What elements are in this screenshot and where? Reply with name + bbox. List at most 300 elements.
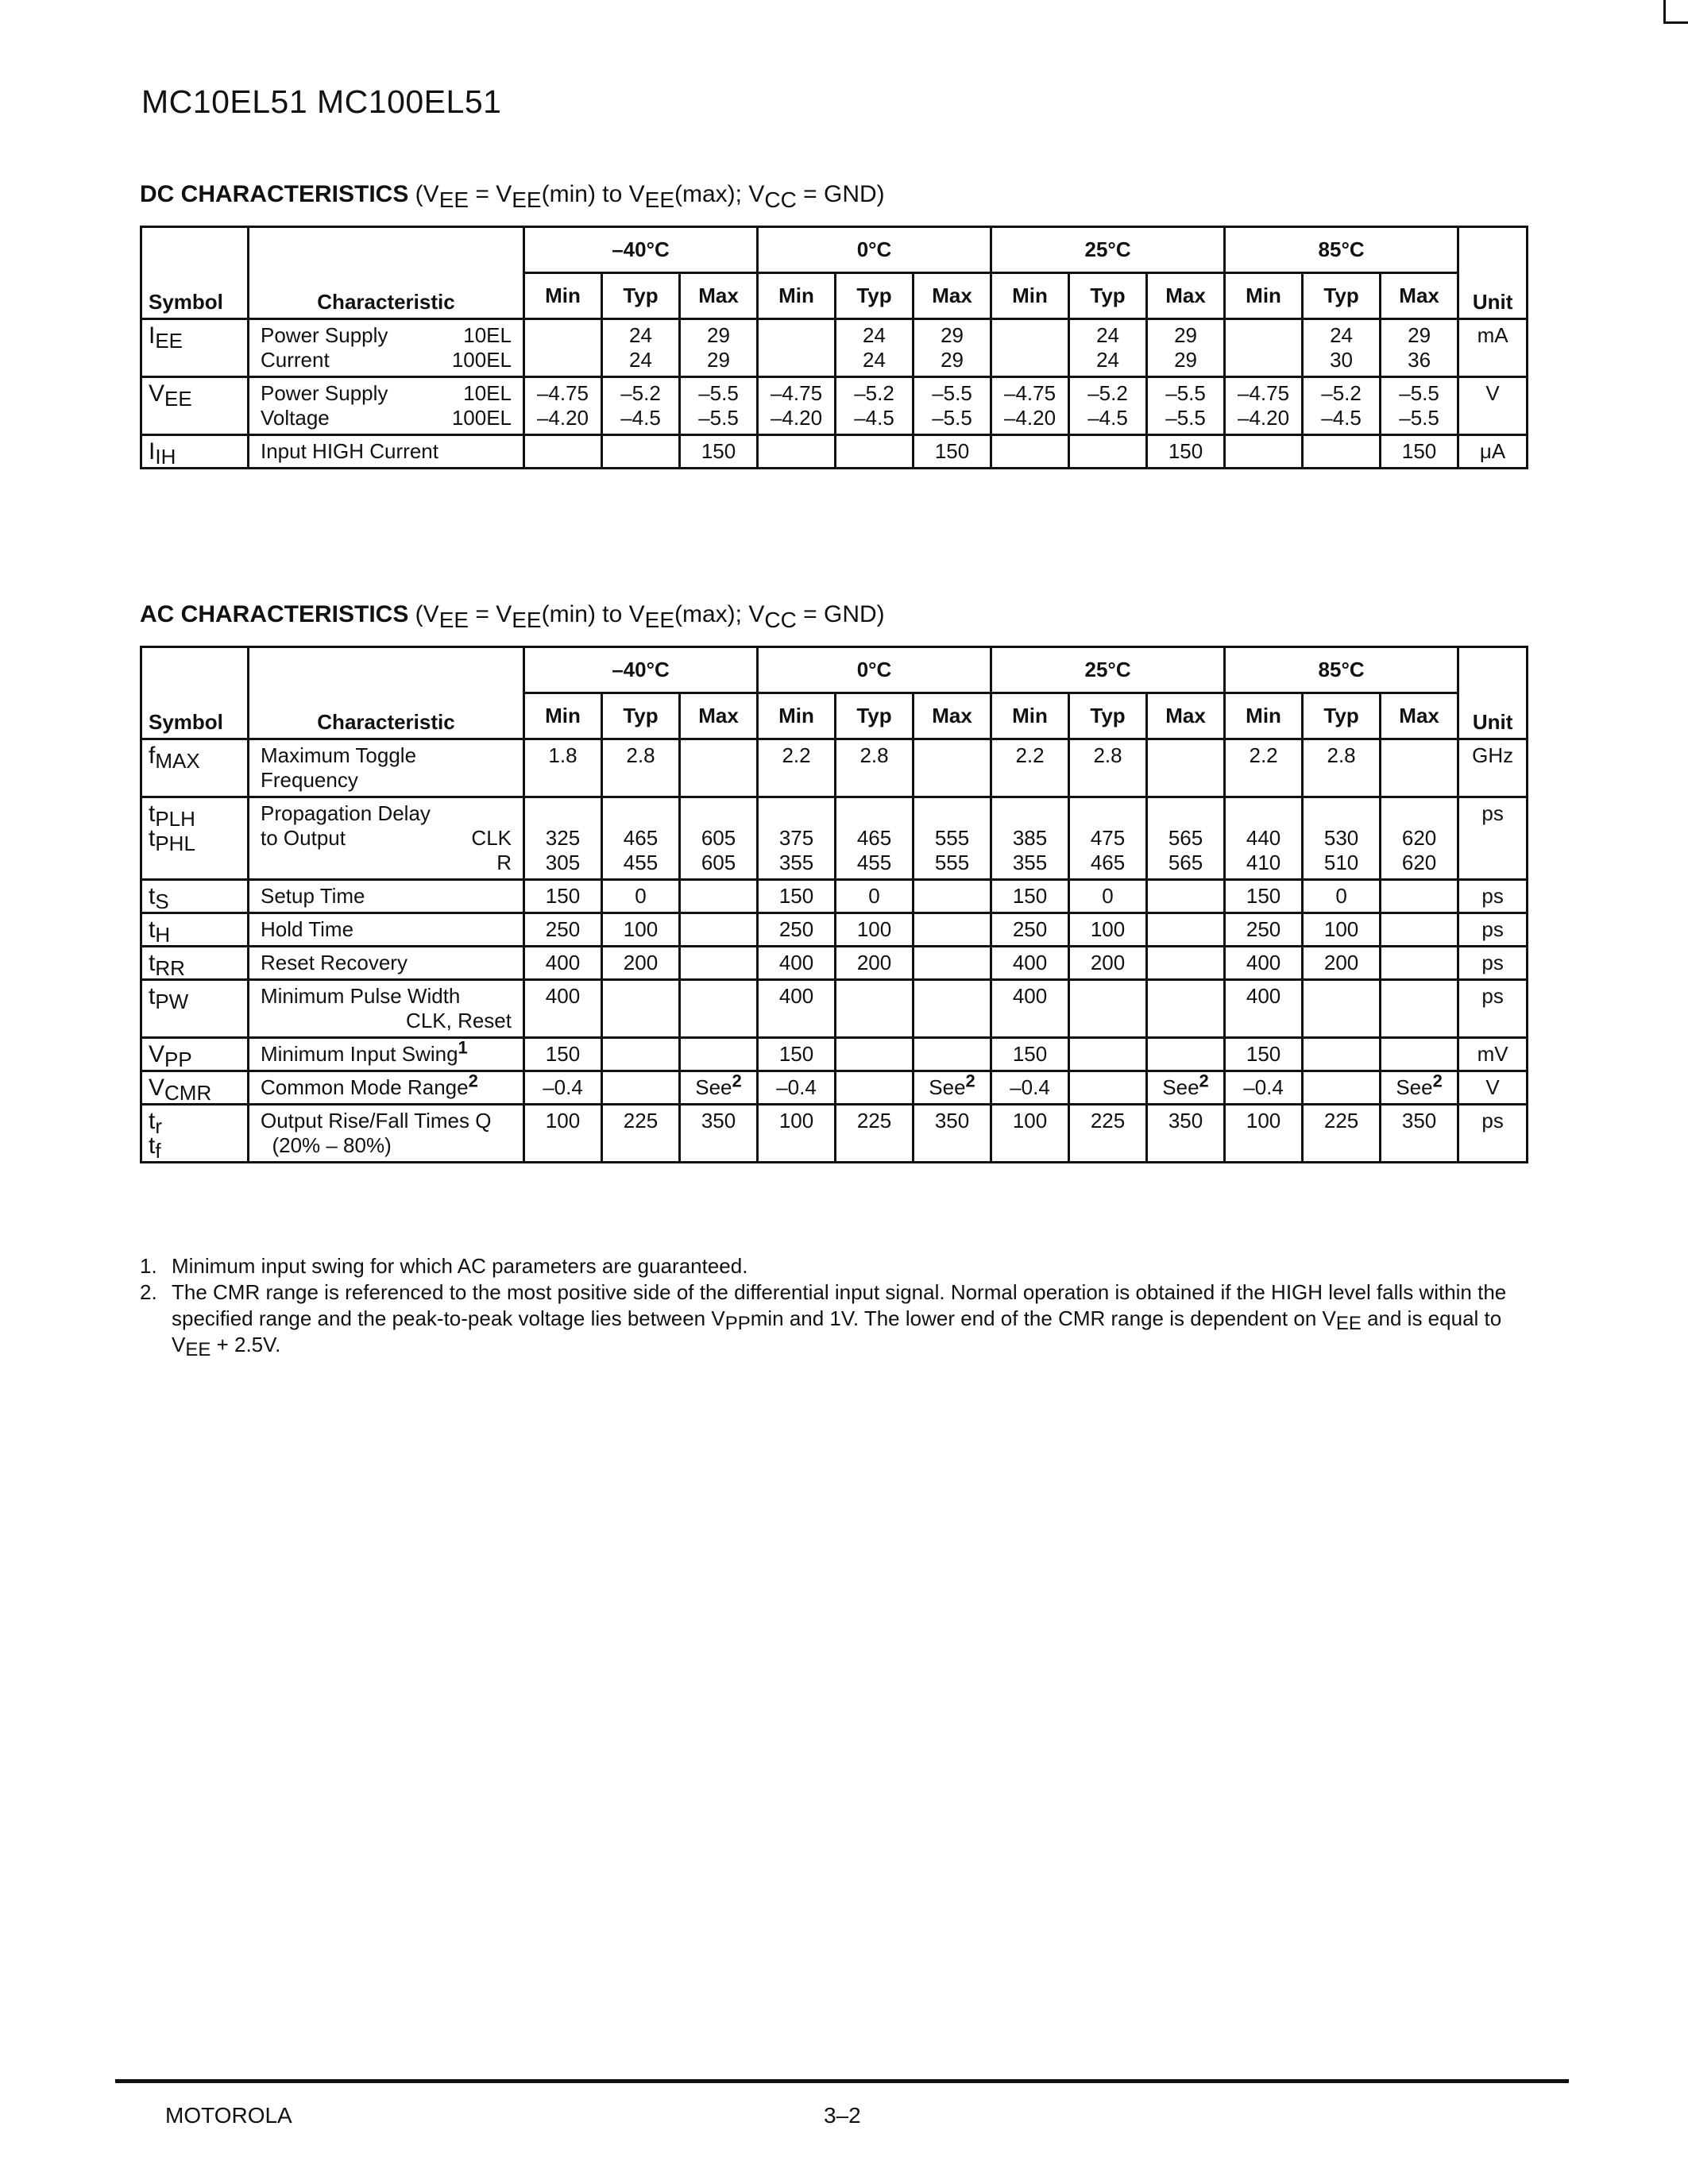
- value-cell: [602, 319, 680, 377]
- characteristic-cell: [249, 739, 524, 797]
- value-blank-line: [1076, 801, 1139, 826]
- characteristic-text: Hold Time: [261, 917, 354, 941]
- characteristic-line: [261, 348, 512, 372]
- characteristic-variant: CLK: [471, 826, 512, 850]
- value-cell: [602, 1071, 680, 1105]
- value-cell: [1381, 377, 1458, 435]
- symbol-subscript: CMR: [164, 1081, 212, 1105]
- value-cell: [680, 913, 758, 947]
- value-text: 2.8: [1327, 743, 1356, 767]
- value-text: 0: [1335, 884, 1347, 908]
- value-cell: [758, 797, 836, 880]
- dc-cond-text: (max); V: [674, 181, 765, 207]
- value-text: 2.2: [1249, 743, 1278, 767]
- dc-cond-sub: EE: [644, 187, 674, 212]
- value-cell: [680, 880, 758, 913]
- characteristic-text: Reset Recovery: [261, 951, 408, 974]
- value-text: 1.8: [548, 743, 577, 767]
- footnote-segment: The CMR range is referenced to the most positive side of the differential input signal. Normal operation is obtained if the HIGH level falls within the specified range and the peak-to-peak voltage lies between V: [172, 1280, 1507, 1330]
- characteristic-text: Input HIGH Current: [261, 439, 438, 463]
- value-text: 400: [1012, 984, 1048, 1008]
- value-text: –0.4: [1010, 1075, 1050, 1099]
- characteristic-line: [261, 439, 512, 464]
- header-spacer-characteristic: [249, 227, 524, 273]
- value-line: 29: [1174, 348, 1197, 372]
- value-cell: [602, 377, 680, 435]
- value-line: 510: [1323, 851, 1359, 874]
- table-row: [141, 377, 1528, 435]
- symbol-cell: [141, 1071, 249, 1105]
- value-line: 325: [545, 826, 581, 850]
- characteristic-line: [261, 1133, 512, 1158]
- value-cell: [1381, 319, 1458, 377]
- value-cell: [1069, 1105, 1147, 1163]
- value-cell: [836, 435, 914, 469]
- value-line: 24: [1330, 323, 1354, 347]
- value-cell: [1225, 913, 1303, 947]
- unit-cell: ps: [1458, 1105, 1528, 1163]
- value-line: 30: [1330, 348, 1354, 372]
- characteristic-cell: [249, 1105, 524, 1163]
- value-blank-line: [1388, 801, 1450, 826]
- ac-cond-text: = GND): [796, 601, 885, 627]
- value-cell: [1147, 1071, 1225, 1105]
- value-line: 24: [1096, 323, 1119, 347]
- value-cell: [1225, 947, 1303, 980]
- symbol-letter: I: [149, 438, 156, 465]
- value-cell: [914, 1071, 991, 1105]
- value-cell: [1147, 377, 1225, 435]
- footnote-number: 2.: [140, 1280, 157, 1304]
- value-cell: [1303, 377, 1381, 435]
- ac-title-bold: AC CHARACTERISTICS: [140, 601, 409, 627]
- value-cell: [1225, 319, 1303, 377]
- value-cell: [1303, 980, 1381, 1038]
- value-line: 29: [1174, 323, 1197, 347]
- symbol-cell: [141, 377, 249, 435]
- value-blank-line: [1310, 801, 1373, 826]
- value-cell: [602, 880, 680, 913]
- value-line: 24: [863, 348, 886, 372]
- unit-cell: ps: [1458, 980, 1528, 1038]
- ac-cond-text: (V: [408, 601, 439, 627]
- sub-column-header-min: Min: [991, 273, 1069, 319]
- unit-cell: ps: [1458, 797, 1528, 880]
- symbol-cell: [141, 435, 249, 469]
- header-row-temperatures: [141, 647, 1528, 693]
- footnote-reference: 2: [732, 1071, 742, 1091]
- unit-cell: ps: [1458, 880, 1528, 913]
- header-spacer-unit: [1458, 227, 1528, 273]
- unit-cell: ps: [1458, 947, 1528, 980]
- value-text: 225: [1323, 1109, 1359, 1133]
- characteristic-text: Frequency: [261, 768, 358, 792]
- footer-rule: [115, 2079, 1569, 2083]
- value-line: 555: [934, 826, 970, 850]
- value-cell: [991, 1071, 1069, 1105]
- characteristic-cell: [249, 1071, 524, 1105]
- dc-characteristics-table: [140, 226, 1528, 469]
- value-line: 355: [778, 851, 814, 874]
- sub-column-header-max: Max: [914, 693, 991, 739]
- value-line: –5.5: [1165, 381, 1206, 405]
- characteristic-line: [261, 323, 512, 348]
- footnote-segment: min and 1V. The lower end of the CMR range is dependent on V: [750, 1306, 1336, 1330]
- symbol-letter: f: [149, 743, 156, 769]
- sub-column-header-typ: Typ: [602, 693, 680, 739]
- characteristic-column-header: Characteristic: [249, 273, 524, 319]
- symbol-letter: I: [149, 322, 156, 349]
- symbol-line: [149, 1075, 241, 1105]
- temperature-header: 85°C: [1225, 227, 1458, 273]
- value-cell: [680, 980, 758, 1038]
- value-cell: [914, 739, 991, 797]
- value-text: 225: [623, 1109, 659, 1133]
- value-text: 0: [868, 884, 880, 908]
- value-text: –0.4: [776, 1075, 817, 1099]
- value-line: 605: [701, 851, 736, 874]
- symbol-line: [149, 743, 241, 773]
- value-cell: [1069, 319, 1147, 377]
- value-text: 250: [778, 917, 814, 941]
- value-cell: [991, 1038, 1069, 1071]
- value-text: 100: [1090, 917, 1126, 941]
- characteristic-line: CLK, Reset: [406, 1009, 512, 1032]
- value-line: 440: [1246, 826, 1281, 850]
- dc-cond-sub: CC: [764, 187, 797, 212]
- value-cell: [1147, 739, 1225, 797]
- symbol-subscript: f: [155, 1139, 161, 1163]
- value-line: –4.75: [1238, 381, 1290, 405]
- unit-cell: ps: [1458, 913, 1528, 947]
- characteristic-line: Propagation Delay: [261, 801, 431, 825]
- value-cell: [836, 980, 914, 1038]
- table-row: [141, 1105, 1528, 1163]
- value-cell: [1147, 947, 1225, 980]
- value-cell: [991, 913, 1069, 947]
- value-blank-line: [765, 801, 828, 826]
- value-text: 100: [856, 917, 892, 941]
- value-cell: [1303, 1071, 1381, 1105]
- value-cell: [524, 435, 602, 469]
- value-cell: [991, 797, 1069, 880]
- value-cell: [991, 377, 1069, 435]
- dc-characteristics-title: [140, 181, 885, 212]
- value-cell: [1147, 1105, 1225, 1163]
- value-line: –4.75: [536, 381, 589, 405]
- value-line: 355: [1012, 851, 1048, 874]
- value-line: –4.5: [854, 406, 894, 430]
- value-cell: [524, 1105, 602, 1163]
- symbol-letter: t: [149, 983, 156, 1009]
- value-line: –4.75: [1003, 381, 1056, 405]
- value-cell: [836, 880, 914, 913]
- value-cell: [1147, 797, 1225, 880]
- temperature-header: 25°C: [991, 227, 1225, 273]
- value-line: 29: [707, 348, 730, 372]
- sub-column-header-typ: Typ: [836, 693, 914, 739]
- value-cell: [991, 739, 1069, 797]
- header-row-temperatures: [141, 227, 1528, 273]
- value-cell: [680, 739, 758, 797]
- value-cell: [1225, 377, 1303, 435]
- value-cell: [680, 1071, 758, 1105]
- value-text: 250: [545, 917, 581, 941]
- value-text: See: [695, 1075, 732, 1099]
- value-text: 200: [1090, 951, 1126, 974]
- value-cell: [1069, 739, 1147, 797]
- value-text: 350: [934, 1109, 970, 1133]
- sub-column-header-typ: Typ: [602, 273, 680, 319]
- value-text: 350: [1401, 1109, 1437, 1133]
- value-cell: [836, 1105, 914, 1163]
- value-cell: [914, 980, 991, 1038]
- value-cell: [1147, 319, 1225, 377]
- value-line: 36: [1408, 348, 1431, 372]
- characteristic-text: Common Mode Range: [261, 1075, 469, 1099]
- value-cell: [914, 1105, 991, 1163]
- value-line: –5.5: [698, 381, 739, 405]
- temperature-header: –40°C: [524, 647, 758, 693]
- symbol-cell: [141, 1038, 249, 1071]
- sub-column-header-typ: Typ: [836, 273, 914, 319]
- value-cell: [758, 980, 836, 1038]
- value-line: –5.5: [698, 406, 739, 430]
- value-text: 400: [1246, 951, 1281, 974]
- value-cell: [680, 947, 758, 980]
- footnote-number: 1.: [140, 1254, 157, 1278]
- characteristic-variant: 10EL: [463, 323, 512, 347]
- characteristic-line: Minimum Pulse Width: [261, 984, 461, 1008]
- value-cell: [758, 947, 836, 980]
- value-text: See: [1396, 1075, 1433, 1099]
- value-cell: [1069, 880, 1147, 913]
- value-cell: [758, 880, 836, 913]
- footnote-1: [140, 1253, 1526, 1279]
- value-text: 200: [1323, 951, 1359, 974]
- value-line: –5.2: [1087, 381, 1128, 405]
- value-line: 305: [545, 851, 581, 874]
- footnote-reference: 2: [468, 1071, 478, 1091]
- symbol-subscript: MAX: [155, 749, 200, 773]
- value-text: 2.2: [782, 743, 811, 767]
- value-text: 150: [1168, 439, 1203, 463]
- value-text: 400: [1012, 951, 1048, 974]
- value-blank-line: [1232, 801, 1295, 826]
- characteristic-text: Output Rise/Fall Times Q: [261, 1109, 492, 1133]
- sub-column-header-typ: Typ: [1069, 273, 1147, 319]
- symbol-letter: t: [149, 801, 156, 827]
- value-cell: [524, 1071, 602, 1105]
- value-line: –5.2: [854, 381, 894, 405]
- value-cell: [914, 1038, 991, 1071]
- value-cell: [1147, 880, 1225, 913]
- dc-cond-text: (min) to V: [541, 181, 645, 207]
- value-text: See: [1162, 1075, 1199, 1099]
- symbol-subscript: EE: [155, 329, 183, 353]
- value-cell: [524, 913, 602, 947]
- value-cell: [1225, 980, 1303, 1038]
- symbol-subscript: IH: [155, 445, 176, 469]
- value-line: 465: [856, 826, 892, 850]
- temperature-header: 0°C: [758, 647, 991, 693]
- footnote-reference: 1: [458, 1037, 468, 1058]
- characteristic-text: Voltage: [261, 406, 330, 430]
- value-text: 225: [856, 1109, 892, 1133]
- value-cell: [836, 1038, 914, 1071]
- value-text: 150: [934, 439, 970, 463]
- value-text: 150: [545, 1042, 581, 1066]
- sub-column-header-min: Min: [991, 693, 1069, 739]
- value-blank-line: [843, 801, 906, 826]
- characteristic-text: Maximum Toggle: [261, 743, 417, 767]
- value-line: 24: [1096, 348, 1119, 372]
- value-cell: [1225, 880, 1303, 913]
- symbol-subscript: PLH: [155, 807, 195, 831]
- value-cell: [1381, 980, 1458, 1038]
- symbol-column-header: Symbol: [141, 273, 249, 319]
- symbol-line: [149, 950, 241, 980]
- value-cell: [524, 1038, 602, 1071]
- characteristic-line: [261, 1037, 512, 1067]
- value-line: –4.20: [770, 406, 823, 430]
- footnote-text: Minimum input swing for which AC parameters are guaranteed.: [172, 1254, 748, 1278]
- sub-column-header-min: Min: [524, 273, 602, 319]
- ac-cond-text: (max); V: [674, 601, 765, 627]
- table-row: [141, 913, 1528, 947]
- characteristic-text: Current: [261, 348, 330, 372]
- footer-page-number: 3–2: [824, 2103, 861, 2128]
- value-line: –5.2: [620, 381, 661, 405]
- value-text: 400: [778, 951, 814, 974]
- value-text: 400: [545, 984, 581, 1008]
- sub-column-header-max: Max: [680, 273, 758, 319]
- value-cell: [602, 980, 680, 1038]
- value-text: 150: [701, 439, 736, 463]
- temperature-header: 25°C: [991, 647, 1225, 693]
- sub-column-header-min: Min: [758, 693, 836, 739]
- value-text: 2.8: [626, 743, 655, 767]
- value-blank-line: [1154, 801, 1217, 826]
- characteristic-line: [261, 917, 512, 942]
- sub-column-header-max: Max: [1147, 273, 1225, 319]
- value-line: 29: [1408, 323, 1431, 347]
- table-row: [141, 947, 1528, 980]
- value-line: –5.5: [1399, 406, 1439, 430]
- value-line: 475: [1090, 826, 1126, 850]
- value-cell: [758, 435, 836, 469]
- symbol-letter: V: [149, 380, 165, 407]
- value-cell: [524, 319, 602, 377]
- characteristic-cell: [249, 947, 524, 980]
- value-text: 400: [545, 951, 581, 974]
- value-cell: [524, 377, 602, 435]
- value-cell: [1225, 797, 1303, 880]
- symbol-cell: [141, 739, 249, 797]
- value-line: –4.20: [1238, 406, 1290, 430]
- dc-cond-sub: EE: [512, 187, 542, 212]
- characteristic-cell: [249, 913, 524, 947]
- sub-column-header-max: Max: [1147, 693, 1225, 739]
- value-text: 0: [1102, 884, 1114, 908]
- table-row: [141, 980, 1528, 1038]
- footnote-2: [140, 1279, 1526, 1358]
- value-cell: [914, 797, 991, 880]
- sub-column-header-min: Min: [524, 693, 602, 739]
- value-cell: [1381, 880, 1458, 913]
- value-cell: [836, 913, 914, 947]
- symbol-letter: t: [149, 883, 156, 909]
- ac-cond-sub: EE: [438, 608, 469, 632]
- sub-column-header-min: Min: [1225, 693, 1303, 739]
- footnote-reference: 2: [1432, 1071, 1443, 1091]
- value-cell: [1303, 880, 1381, 913]
- value-cell: [1303, 913, 1381, 947]
- value-text: 150: [1012, 884, 1048, 908]
- value-blank-line: [531, 801, 594, 826]
- symbol-subscript: PW: [155, 990, 189, 1013]
- value-cell: [602, 913, 680, 947]
- value-cell: [836, 947, 914, 980]
- table-row: [141, 1038, 1528, 1071]
- unit-column-header: Unit: [1458, 273, 1528, 319]
- characteristic-text: to Output: [261, 826, 346, 850]
- characteristic-text: (20% – 80%): [261, 1133, 392, 1157]
- characteristic-line: [261, 768, 512, 793]
- value-cell: [914, 319, 991, 377]
- value-text: 200: [856, 951, 892, 974]
- symbol-line: [149, 1108, 241, 1138]
- value-cell: [914, 947, 991, 980]
- value-cell: [1381, 913, 1458, 947]
- value-text: 2.8: [1093, 743, 1122, 767]
- value-blank-line: [999, 801, 1061, 826]
- footnote-segment: + 2.5V.: [211, 1333, 281, 1356]
- value-cell: [1303, 435, 1381, 469]
- header-spacer-unit: [1458, 647, 1528, 693]
- sub-column-header-max: Max: [914, 273, 991, 319]
- symbol-subscript: PHL: [155, 832, 195, 855]
- value-cell: [991, 435, 1069, 469]
- value-cell: [758, 319, 836, 377]
- value-line: –5.5: [1165, 406, 1206, 430]
- value-cell: [1303, 739, 1381, 797]
- table-row: [141, 319, 1528, 377]
- footnote-reference: 2: [965, 1071, 975, 1091]
- characteristic-line: [261, 406, 512, 430]
- sub-column-header-min: Min: [1225, 273, 1303, 319]
- value-cell: [680, 377, 758, 435]
- header-spacer-symbol: [141, 647, 249, 693]
- value-cell: [1381, 947, 1458, 980]
- table-row: [141, 797, 1528, 880]
- value-text: 100: [1323, 917, 1359, 941]
- characteristic-line: [261, 1071, 512, 1100]
- symbol-letter: t: [149, 1108, 156, 1134]
- value-text: 0: [635, 884, 647, 908]
- value-cell: [991, 947, 1069, 980]
- unit-cell: V: [1458, 1071, 1528, 1105]
- value-text: 150: [1246, 1042, 1281, 1066]
- characteristic-variant: R: [496, 851, 512, 874]
- value-text: 150: [1246, 884, 1281, 908]
- sub-column-header-typ: Typ: [1303, 693, 1381, 739]
- value-cell: [680, 1105, 758, 1163]
- symbol-letter: t: [149, 1133, 156, 1159]
- characteristic-line: [261, 851, 512, 875]
- table-row: [141, 880, 1528, 913]
- value-text: 250: [1246, 917, 1281, 941]
